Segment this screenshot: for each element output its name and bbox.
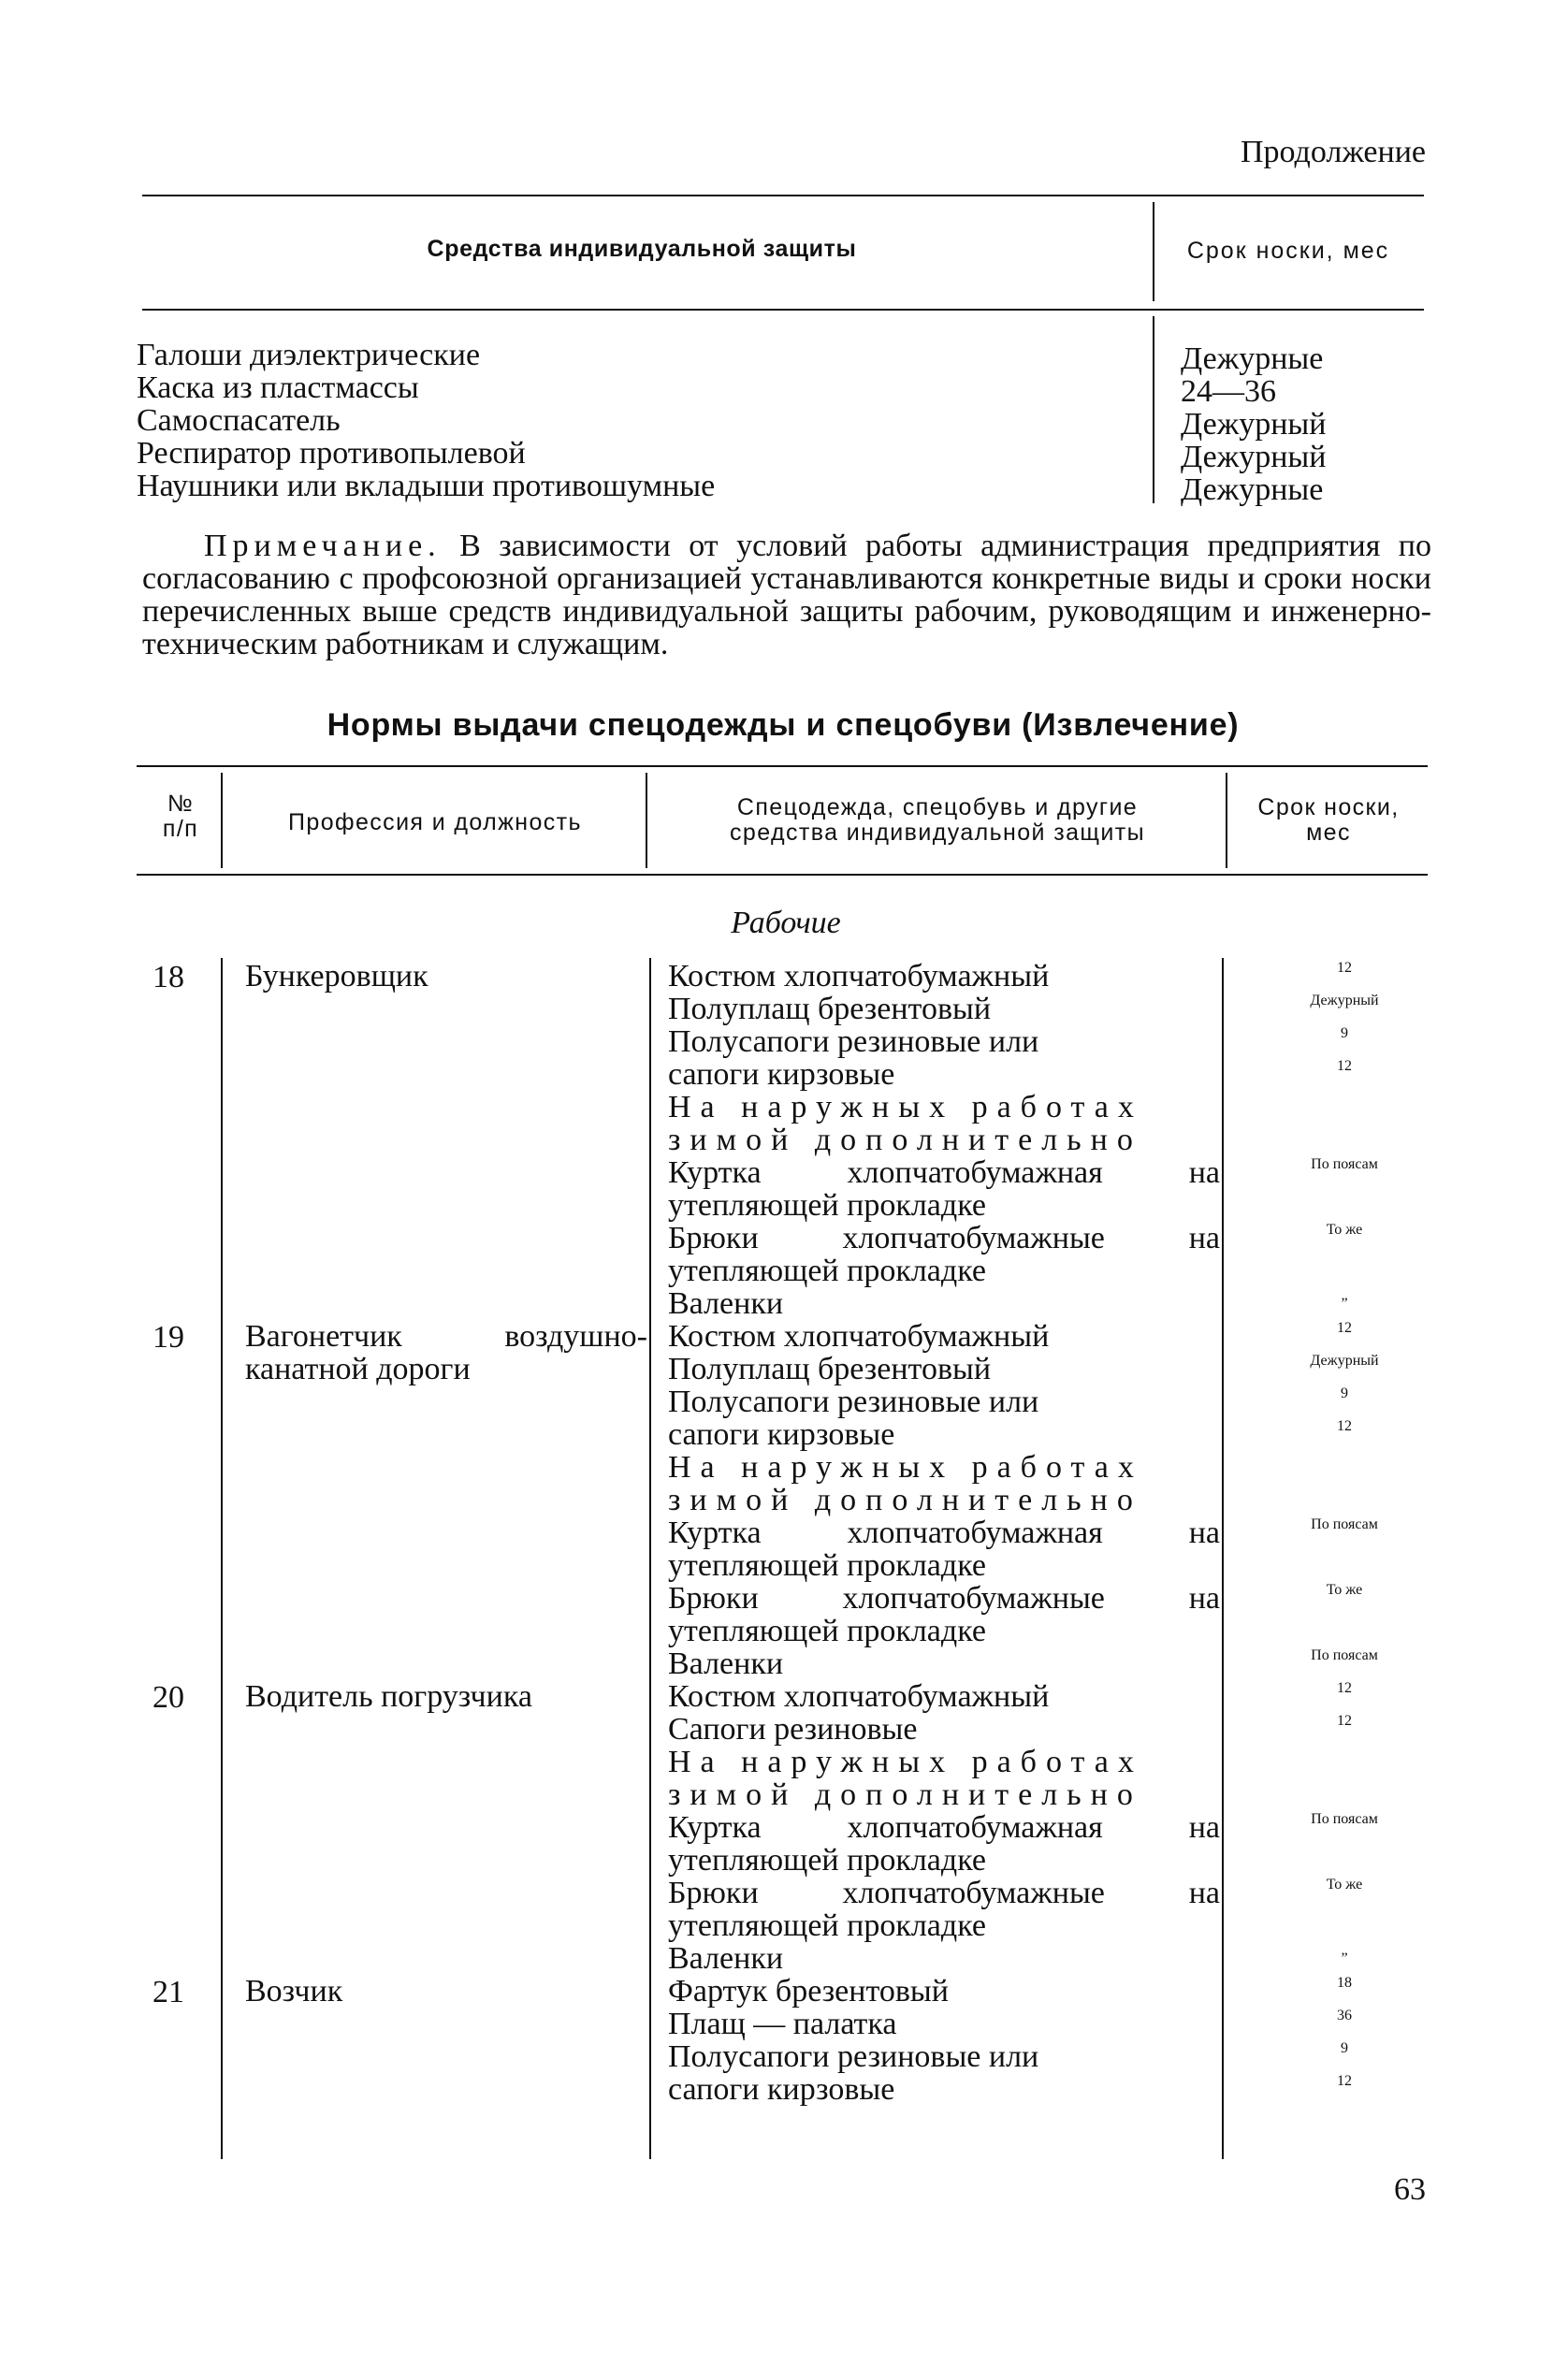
item-row [668,1255,1220,1287]
item-text: сапоги кирзовые [668,1417,895,1452]
item-text: Брюки хлопчатобумажные на [668,1581,1220,1616]
item-row [668,1385,1220,1418]
table2-header-divider [1226,773,1227,868]
item-term: По поясам [1311,1811,1378,1827]
item-text: утепляющей прокладке [668,1908,986,1943]
table1-header-divider [1153,202,1154,301]
table2-header-term [1229,795,1428,846]
item-row [668,1516,1220,1549]
table1-header-term: Срок носки, мес [1186,238,1390,264]
item-text: Сапоги резиновые [668,1712,918,1747]
item-row [668,1222,1220,1255]
item-row [668,1025,1220,1058]
item-term: 12 [1337,1680,1352,1696]
item-text: утепляющей прокладке [668,1843,986,1878]
item-text: Куртка хлопчатобумажная на [668,1516,1220,1550]
entry-items [668,959,1379,1321]
entry-profession [245,960,647,993]
table2-header-items-line: средства индивидуальной защиты [730,819,1145,846]
item-row [668,1844,1220,1877]
item-row [668,1549,1220,1582]
table2-header-divider [221,773,223,868]
item-term: 12 [1337,1320,1352,1336]
item-row [668,2008,1220,2040]
item-term: 18 [1337,1975,1352,1991]
table2-body [0,960,1568,2106]
table-entry [0,960,1568,1320]
item-text: На наружных работах [668,1090,1143,1124]
item-text: Валенки [668,1286,784,1321]
item-term: 12 [1337,2073,1352,2089]
item-row [668,1582,1220,1615]
item-term: По поясам [1311,1647,1378,1663]
item-term: 9 [1341,1025,1348,1041]
item-text: Полусапоги резиновые или [668,2039,1039,2074]
item-row [668,2040,1220,2073]
entry-items [668,1974,1352,2107]
entry-items [668,1319,1379,1681]
item-row [668,1942,1220,1975]
item-term: 12 [1337,1058,1352,1074]
table1-item: Каска из пластмассы [137,370,419,405]
item-term: „ [1341,1942,1348,1958]
table1-term-column [1181,342,1326,506]
profession-line: канатной дороги [245,1352,471,1386]
table1-item: Галоши диэлектрические [137,338,481,372]
item-text: сапоги кирзовые [668,2072,895,2107]
table2-header-term-line: мес [1306,819,1351,846]
item-row [668,1156,1220,1189]
item-text: зимой дополнительно [668,1777,1142,1812]
section-title: Нормы выдачи спецодежды и спецобуви (Извлечение) [327,707,1240,743]
item-text: Полусапоги резиновые или [668,1385,1039,1419]
table2-header-num-line: № [167,790,195,817]
item-row [668,1746,1220,1778]
table2-header-items-line: Спецодежда, спецобувь и другие [736,794,1139,820]
item-term: 36 [1337,2008,1352,2023]
item-text: Валенки [668,1941,784,1976]
entry-number: 21 [152,1975,184,2009]
entry-number: 19 [152,1320,184,1355]
entry-profession [245,1975,647,2008]
entry-number: 18 [152,960,184,994]
item-text: утепляющей прокладке [668,1188,986,1223]
item-text: Куртка хлопчатобумажная на [668,1155,1220,1190]
table-entry [0,1320,1568,1680]
item-term: То же [1326,1582,1363,1598]
item-term: 12 [1337,1713,1352,1729]
item-row [668,1058,1220,1091]
table1-term: Дежурный [1181,440,1327,474]
item-text: утепляющей прокладке [668,1614,986,1648]
table1-top-rule [142,195,1424,196]
table2-header-divider [646,773,647,868]
table2-header-items [649,795,1226,846]
item-term: 12 [1337,1418,1352,1434]
running-head: Продолжение [1240,135,1426,169]
item-row [668,1975,1220,2008]
profession-line: Водитель погрузчика [245,1679,532,1714]
table2-header-rule [137,874,1428,876]
item-term: 9 [1341,2040,1348,2056]
table-entry [0,1975,1568,2106]
item-text: зимой дополнительно [668,1123,1142,1157]
item-term: То же [1326,1222,1363,1238]
table1-term: Дежурные [1181,472,1324,507]
item-row [668,1451,1220,1484]
item-row [668,993,1220,1025]
item-row [668,1189,1220,1222]
item-row [668,1320,1220,1353]
table1-item: Наушники или вкладыши противошумные [137,469,716,503]
item-text: Полуплащ брезентовый [668,992,992,1026]
note-label: Примечание. [204,529,442,563]
item-row [668,1124,1220,1156]
item-term: 12 [1337,960,1352,976]
item-row [668,1680,1220,1713]
entry-items [668,1679,1378,1976]
item-text: Костюм хлопчатобумажный [668,1319,1050,1354]
item-row [668,1713,1220,1746]
table2-header-num [140,791,221,842]
item-term: 9 [1341,1385,1348,1401]
item-row [668,960,1220,993]
profession-line: Возчик [245,1974,343,2009]
table2-header-profession: Профессия и должность [288,809,582,835]
item-text: Костюм хлопчатобумажный [668,1679,1050,1714]
table1-term: 24—36 [1181,374,1276,409]
item-term: „ [1341,1287,1348,1303]
item-term: Дежурный [1310,1353,1379,1369]
item-text: На наружных работах [668,1745,1143,1779]
item-text: Фартук брезентовый [668,1974,949,2009]
item-row [668,1615,1220,1647]
item-row [668,1909,1220,1942]
entry-number: 20 [152,1680,184,1715]
item-row [668,1877,1220,1909]
item-text: Куртка хлопчатобумажная на [668,1810,1220,1845]
table1-item: Самоспасатель [137,403,341,438]
item-text: зимой дополнительно [668,1483,1142,1517]
profession-line: Бункеровщик [245,959,428,993]
item-text: утепляющей прокладке [668,1548,986,1583]
item-row [668,1287,1220,1320]
note-text: В зависимости от условий работы администрация предприятия по согласованию с профсоюзной организацией устанавливаются конкретные виды и сроки носки перечисленных выше средств индивидуальной защиты рабочим, руководящим и инженерно-техническим работникам и служащим. [142,529,1431,661]
item-text: сапоги кирзовые [668,1057,895,1092]
table2-header-num-line: п/п [162,816,199,842]
entry-profession [245,1320,647,1385]
item-text: утепляющей прокладке [668,1254,986,1288]
note-paragraph [142,529,1431,660]
table2-top-rule [137,765,1428,767]
item-row [668,1353,1220,1385]
page-number: 63 [1394,2172,1426,2207]
item-row [668,1778,1220,1811]
item-text: Брюки хлопчатобумажные на [668,1221,1220,1255]
table2-header-term-line: Срок носки, [1257,794,1400,820]
item-text: Брюки хлопчатобумажные на [668,1876,1220,1910]
item-text: Полуплащ брезентовый [668,1352,992,1386]
table1-item: Респиратор противопылевой [137,436,526,471]
item-text: Валенки [668,1646,784,1681]
item-row [668,2073,1220,2106]
item-term: То же [1326,1877,1363,1893]
group-label: Рабочие [731,906,841,940]
item-text: Полусапоги резиновые или [668,1024,1039,1059]
table1-items-column [137,339,715,502]
item-term: По поясам [1311,1156,1378,1172]
table1-header-rule [142,309,1424,311]
item-row [668,1647,1220,1680]
table1-term: Дежурные [1181,341,1324,376]
profession-line: Вагонетчик воздушно- [245,1319,647,1354]
table-entry [0,1680,1568,1975]
item-row [668,1418,1220,1451]
item-row [668,1484,1220,1516]
item-text: Костюм хлопчатобумажный [668,959,1050,993]
entry-profession [245,1680,647,1713]
item-row [668,1811,1220,1844]
item-text: Плащ — палатка [668,2007,897,2041]
table1-term: Дежурный [1181,407,1327,442]
item-term: Дежурный [1310,993,1379,1008]
table1-header-items: Средства индивидуальной защиты [427,236,857,262]
item-term: По поясам [1311,1516,1378,1532]
table1-body-divider [1153,316,1154,503]
item-text: На наружных работах [668,1450,1143,1485]
item-row [668,1091,1220,1124]
